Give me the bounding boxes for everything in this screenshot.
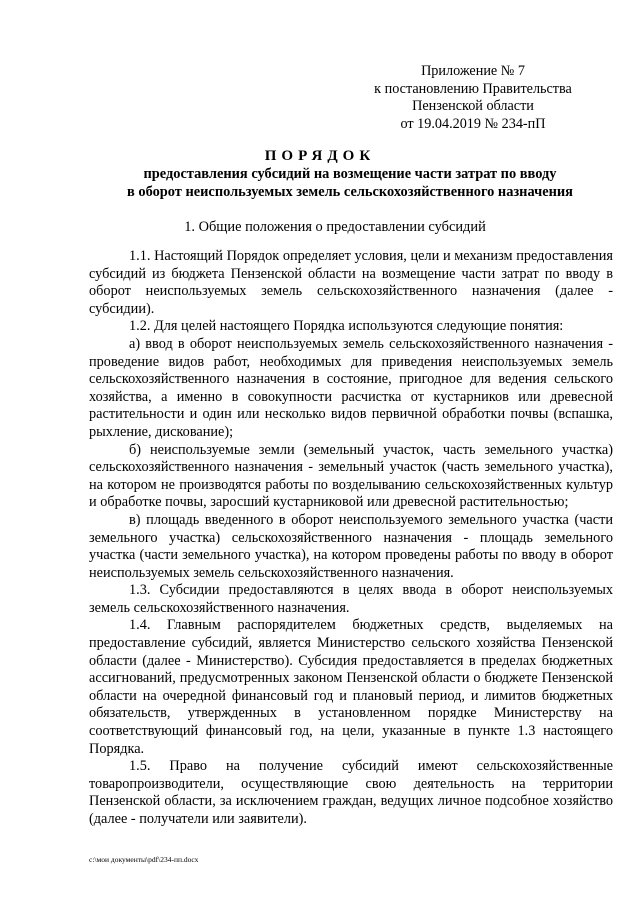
- paragraph-1-2-b: б) неиспользуемые земли (земельный участок, часть земельного участка) сельскохозяйственного назначения - земельный участок (часть земельного участка), на котором не производятся работы по возделыванию сельскохозяйственных культур и обработке почвы, заросший кустарниковой или древесной растительностью;: [89, 441, 613, 511]
- paragraph-1-3: 1.3. Субсидии предоставляются в целях ввода в оборот неиспользуемых земель сельскохозяйственного назначения.: [89, 582, 613, 616]
- subtitle-line-1: предоставления субсидий на возмещение части затрат по вводу: [143, 166, 557, 182]
- paragraph-1-4: 1.4. Главным распорядителем бюджетных средств, выделяемых на предоставление субсидий, является Министерство сельского хозяйства Пензенской области (далее - Министерство). Субсидия предоставляется в пределах бюджетных ассигнований, предусмотренных законом Пензенской области о бюджете Пензенской области на очередной финансовый год и плановый период, и лимитов бюджетных обязательств, утвержденных в установленном порядке Министерству на соответствующий финансовый год, на цели, указанные в пункте 1.3 настоящего Порядка.: [89, 617, 613, 757]
- subtitle-line-2: в оборот неиспользуемых земель сельскохозяйственного назначения: [127, 183, 573, 200]
- paragraph-1-2-a: а) ввод в оборот неиспользуемых земель сельскохозяйственного назначения - проведение видов работ, необходимых для приведения неиспользуемых земель сельскохозяйственного назначения в состояние, пригодное для ведения сельского хозяйства, а именно в совокупности расчистка от кустарников или древесной растительности и один или несколько видов первичной обработки почвы (вспашка, рыхление, дискование);: [89, 335, 613, 440]
- appendix-block: [344, 63, 602, 133]
- appendix-region: Пензенской области: [412, 98, 534, 115]
- paragraph-1-5: 1.5. Право на получение субсидий имеют сельскохозяйственные товаропроизводители, осуществляющие свою деятельность на территории Пензенской области, за исключением граждан, ведущих личное подсобное хозяйство (далее - получатели или заявители).: [89, 758, 613, 827]
- document-title: ПОРЯДОК: [264, 148, 376, 164]
- appendix-date: от 19.04.2019 № 234-пП: [400, 115, 546, 132]
- paragraph-1-2: 1.2. Для целей настоящего Порядка используются следующие понятия:: [129, 318, 564, 335]
- file-path-footer: c:\мои документы\pdf\234-пп.docx: [89, 855, 199, 864]
- paragraph-1-1: 1.1. Настоящий Порядок определяет условия, цели и механизм предоставления субсидий из бюджета Пензенской области на возмещение части затрат по вводу в оборот неиспользуемых земель сельскохозяйственного назначения (далее - субсидии).: [89, 248, 613, 317]
- appendix-number: Приложение № 7: [421, 63, 525, 79]
- appendix-decree: к постановлению Правительства: [374, 80, 572, 97]
- section-heading: 1. Общие положения о предоставлении субсидий: [184, 219, 486, 235]
- document-subtitle: [80, 166, 620, 201]
- paragraph-1-2-v: в) площадь введенного в оборот неиспользуемого земельного участка (части земельного участка) сельскохозяйственного назначения - площадь земельного участка (части земельного участка), на котором проведены работы по вводу в оборот неиспользуемых земель сельскохозяйственного назначения.: [89, 511, 613, 581]
- document-body: [89, 248, 613, 829]
